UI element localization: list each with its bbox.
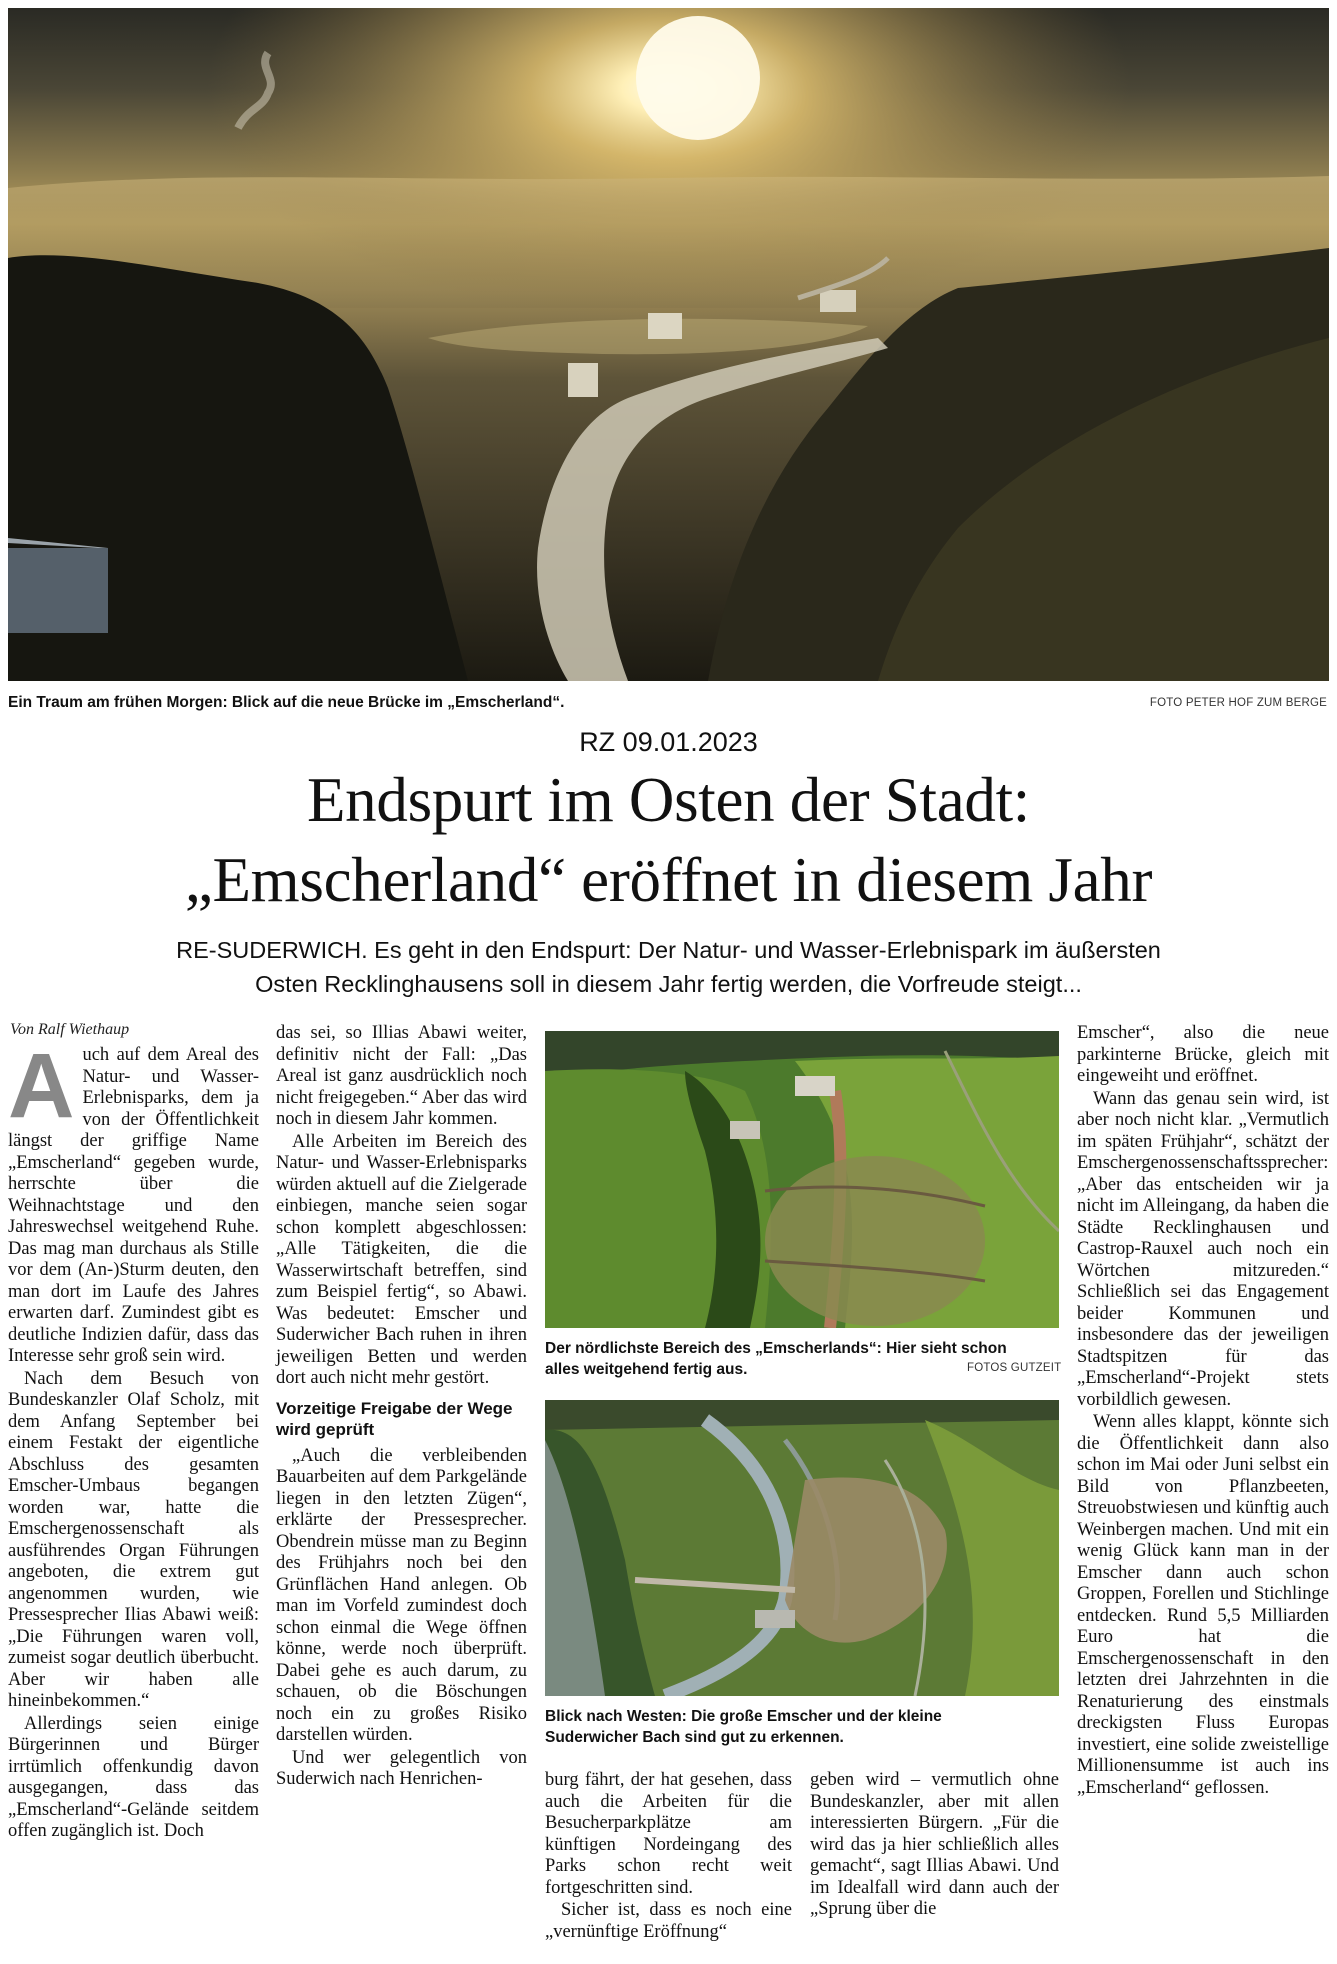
aerial-river-photo xyxy=(545,1400,1059,1696)
river-photo xyxy=(545,1400,1059,1696)
col2-paragraph-4: Und wer gelegentlich von Suderwich nach Henrichen- xyxy=(276,1747,527,1789)
col2-paragraph-1: das sei, so Illias Abawi weiter, definitiv nicht der Fall: „Das Areal ist ganz ausdrücklich noch nicht freigegeben.“ Aber das wird noch in diesem Jahr kommen. xyxy=(276,1023,527,1129)
park-photo-caption: Der nördlichste Bereich des „Emscherlands“: Hier sieht schon alles weitgehend fertig aus. xyxy=(545,1340,1007,1378)
column-5 xyxy=(1077,1023,1329,1800)
lead-line1: RE-SUDERWICH. Es geht in den Endspurt: Der Natur- und Wasser-Erlebnispark im äußersten xyxy=(176,937,1161,963)
col5-paragraph-1: Emscher“, also die neue parkinterne Brücke, gleich mit eingeweiht und eröffnet. xyxy=(1077,1023,1329,1086)
headline-line1: Endspurt im Osten der Stadt: xyxy=(306,765,1031,835)
main-photo-credit: FOTO PETER HOF ZUM BERGE xyxy=(1149,697,1327,709)
col3-paragraph-2: Sicher ist, dass es noch eine „vernünftige Eröffnung“ xyxy=(545,1900,792,1942)
column-3 xyxy=(545,1770,792,1944)
column-2 xyxy=(276,1023,527,1792)
col2-paragraph-3: „Auch die verbleibenden Bauarbeiten auf dem Parkgelände liegen in den letzten Zügen“, erklärte der Pressesprecher. Obendrein müsse man zu Beginn des Frühjahrs noch bei den Grünflächen Hand anlegen. Ob man im Vorfeld zumindest doch schon einmal die Wege öffnen könne, werde noch überprüft. Dabei gehe es auch darum, zu schauen, ob die Böschungen noch ein zu großes Risiko darstellen würden. xyxy=(276,1445,527,1745)
col2-paragraph-2: Alle Arbeiten im Bereich des Natur- und Wasser-Erlebnisparks würden aktuell auf die Zielgerade einbiegen, manche seien sogar schon komplett abgeschlossen: „Alle Tätigkeiten, die die Wasserwirtschaft betreffen, sind zum Beispiel fertig“, so Abawi. Was bedeutet: Emscher und Suderwicher Bach ruhen in ihren jeweiligen Betten und werden dort auch nicht mehr gestört. xyxy=(276,1131,527,1388)
col3-paragraph-1: burg fährt, der hat gesehen, dass auch die Arbeiten für die Besucherparkplätze am künftigen Nordeingang des Parks schon recht weit fortgeschritten sind. xyxy=(545,1770,792,1898)
column-1 xyxy=(8,1035,259,1844)
byline: Von Ralf Wiethaup xyxy=(10,1021,130,1038)
col2-subhead: Vorzeitige Freigabe der Wege wird geprüft xyxy=(276,1398,513,1439)
col1-paragraph-2: Nach dem Besuch von Bundeskanzler Olaf Scholz, mit dem Anfang September bei einem Festakt der eigentliche Abschluss des gesamten Emscher-Umbaus begangen worden war, hatte die Emschergenossenschaft als ausführendes Organ Führungen angeboten, die extrem gut angenommen wurden, wie Pressesprecher Ilias Abawi weiß: „Die Führungen waren voll, zumeist sogar deutlich überbucht. Aber wir haben alle hineinbekommen.“ xyxy=(8,1368,259,1711)
date-stamp: RZ 09.01.2023 xyxy=(579,727,758,757)
headline-line2: „Emscherland“ eröffnet in diesem Jahr xyxy=(184,845,1153,915)
main-photo xyxy=(8,8,1329,681)
main-photo-caption: Ein Traum am frühen Morgen: Blick auf die neue Brücke im „Emscherland“. xyxy=(8,694,565,711)
park-photo-credit: FOTOS GUTZEIT xyxy=(967,1362,1062,1374)
lead-line2: Osten Recklinghausens soll in diesem Jahr fertig werden, die Vorfreude steigt... xyxy=(255,971,1082,997)
column-4 xyxy=(810,1770,1059,1922)
col5-paragraph-2: Wann das genau sein wird, ist aber noch nicht klar. „Vermutlich im späten Frühjahr“, schätzt der Emschergenossenschaftssprecher: „Aber das entscheiden wir ja nicht im Alleingang, da haben die Städte Recklinghausen und Castrop-Rauxel auch noch ein Wörtchen mitzureden.“ Schließlich sei das Engagement beider Kommunen und insbesondere das der jeweiligen Stadtspitzen für das „Emscherland“-Projekt stets vorbildlich gewesen. xyxy=(1077,1088,1329,1410)
aerial-park-photo xyxy=(545,1031,1059,1328)
dropcap: A xyxy=(8,1035,75,1137)
col4-paragraph-1: geben wird – vermutlich ohne Bundeskanzler, aber mit allen interessierten Bürgern. „Für die wird das ja hier schließlich alles gemacht“, sagt Illias Abawi. Und im Idealfall wird dann auch der „Sprung über die xyxy=(810,1770,1059,1919)
park-photo xyxy=(545,1031,1059,1328)
col1-paragraph-1 xyxy=(8,1035,259,1368)
col1-p1-text: uch auf dem Areal des Natur- und Wasser-Erlebnisparks, dem ja von der Öffentlichkeit längst der griffige Name „Emscherland“ gegeben wurde, herrschte über die Weihnachtstage und den Jahreswechsel weitgehend Ruhe. Das mag man durchaus als Stille vor dem (An-)Sturm deuten, den man dort im Laufe des Jahres erwarten darf. Zumindest gibt es deutliche Indizien dafür, dass das Interesse sehr groß sein wird. xyxy=(8,1045,259,1366)
river-photo-caption: Blick nach Westen: Die große Emscher und der kleine Suderwicher Bach sind gut zu erkennen. xyxy=(545,1708,942,1746)
col1-paragraph-3: Allerdings seien einige Bürgerinnen und Bürger irrtümlich offenkundig davon ausgegangen, dass das „Emscherland“-Gelände seitdem offen zugänglich ist. Doch xyxy=(8,1713,259,1841)
col5-paragraph-3: Wenn alles klappt, könnte sich die Öffentlichkeit dann also schon im Mai oder Juni selbst ein Bild von Pflanzbeeten, Streuobstwiesen und künftig auch Weinbergen machen. Und mit ein wenig Glück kann man in der Emscher dann auch schon Groppen, Forellen und Stichlinge entdecken. Rund 5,5 Milliarden Euro hat die Emschergenossenschaft in den letzten drei Jahrzehnten in die Renaturierung des einstmals dreckigsten Fluss Europas investiert, eine solide zweistellige Millionensumme ist auch ins „Emscherland“ geflossen. xyxy=(1077,1412,1329,1798)
sunrise-bridge-photo xyxy=(8,8,1329,681)
